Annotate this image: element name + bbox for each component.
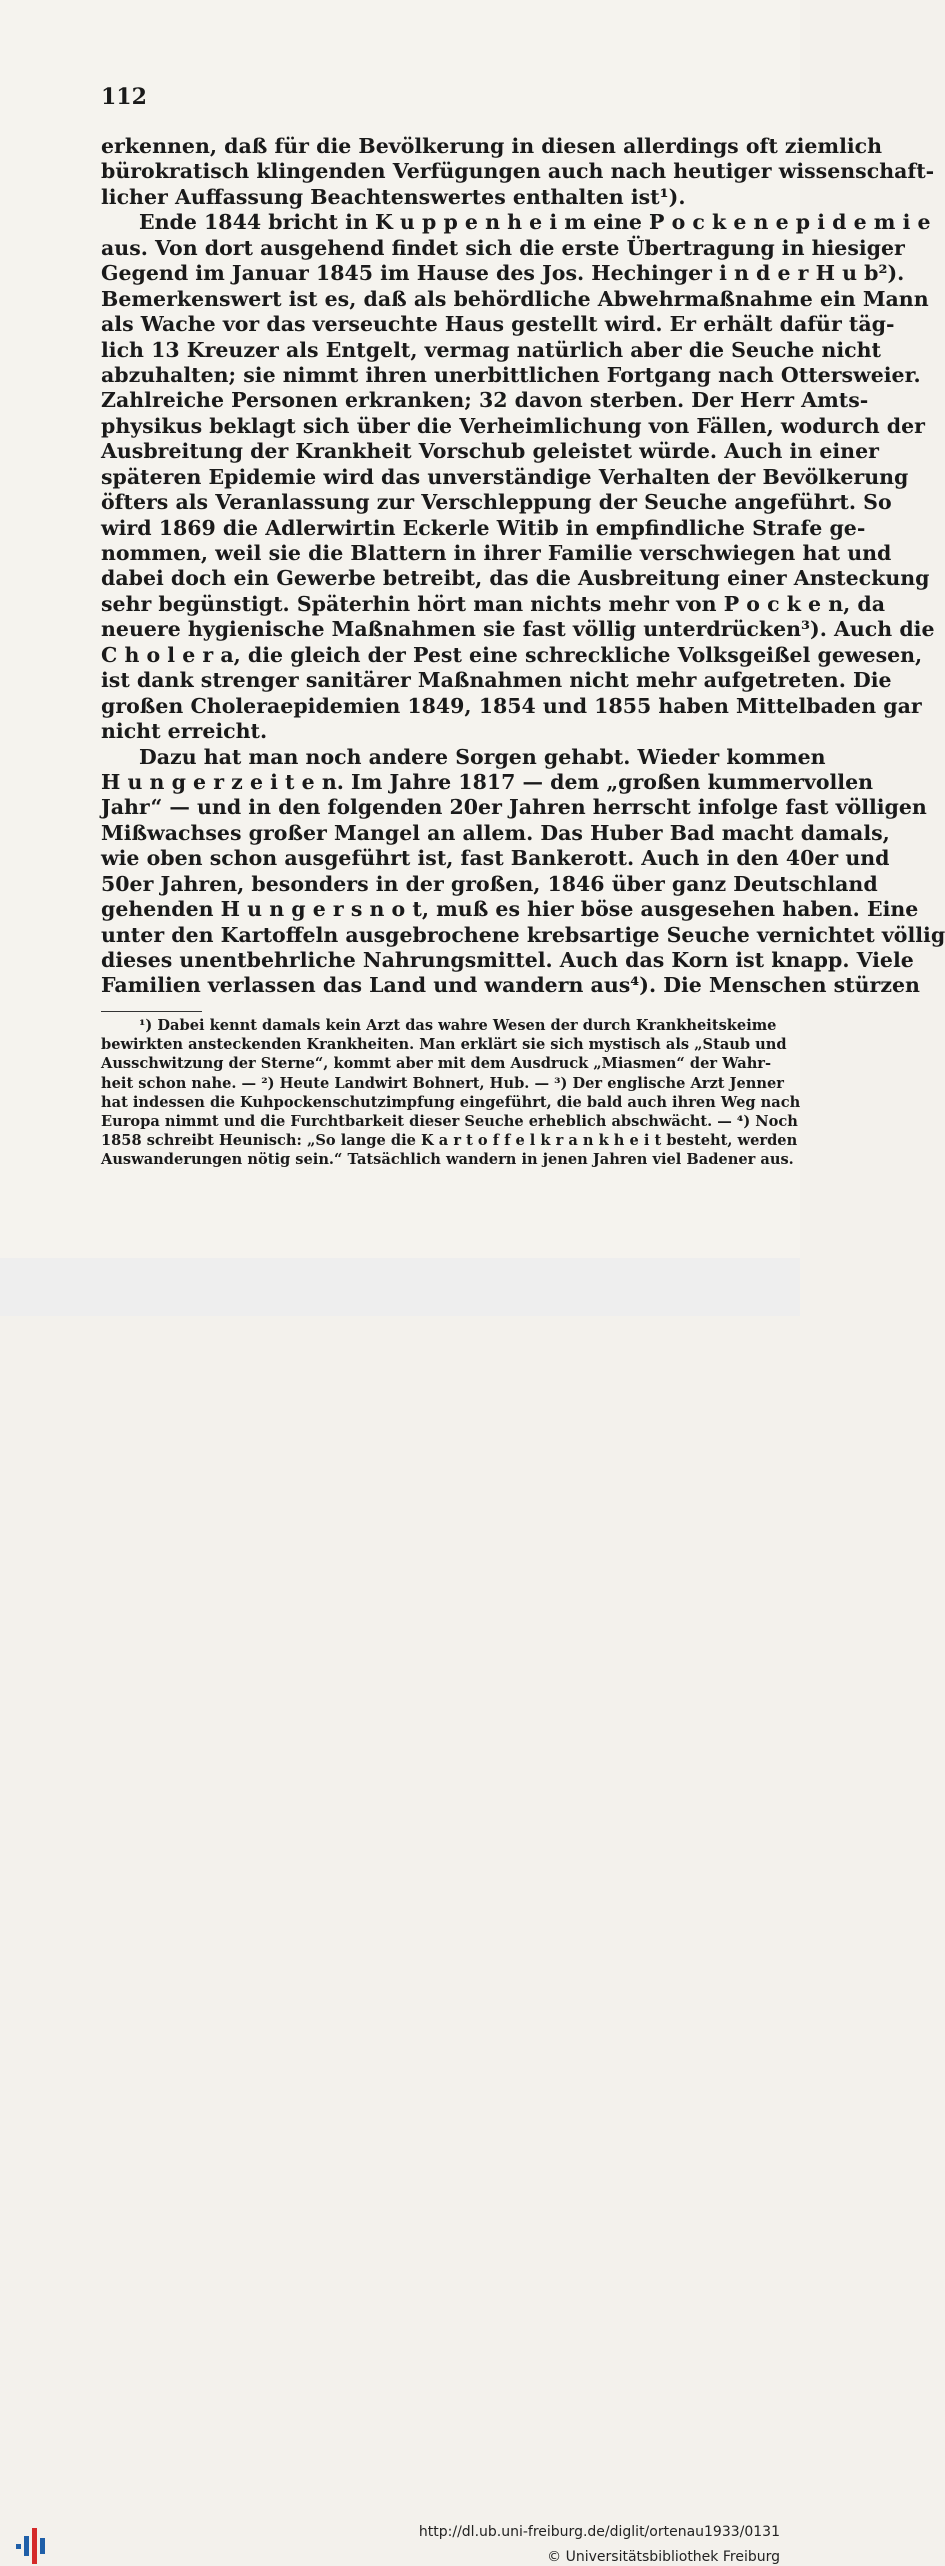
- text-line: sehr begünstigt. Späterhin hört man nichts mehr von P o c k e n, da: [101, 591, 886, 616]
- text-line: Gegend im Januar 1845 im Hause des Jos. Hechinger i n d e r H u b²).: [101, 261, 905, 286]
- text-line: wird 1869 die Adlerwirtin Eckerle Witib in empfindliche Strafe ge-: [101, 515, 866, 540]
- library-logo-icon: [14, 2526, 50, 2566]
- text-line: abzuhalten; sie nimmt ihren unerbittlichen Fortgang nach Ottersweier.: [101, 362, 921, 387]
- text-line: Jahr“ — und in den folgenden 20er Jahren herrscht infolge fast völligen: [101, 795, 927, 820]
- text-line: neuere hygienische Maßnahmen sie fast völlig unterdrücken³). Auch die: [101, 617, 935, 642]
- text-line: C h o l e r a, die gleich der Pest eine schreckliche Volksgeißel gewesen,: [101, 642, 923, 667]
- text-line: Bemerkenswert ist es, daß als behördliche Abwehrmaßnahme ein Mann: [101, 286, 929, 311]
- text-line: öfters als Veranlassung zur Verschleppung der Seuche angeführt. So: [101, 490, 892, 515]
- text-line: H u n g e r z e i t e n. Im Jahre 1817 — dem „großen kummervollen: [101, 769, 874, 794]
- footnote-line: bewirkten ansteckenden Krankheiten. Man erklärt sie sich mystisch als „Staub und: [101, 1036, 787, 1054]
- footnote-line: Ausschwitzung der Sterne“, kommt aber mit dem Ausdruck „Miasmen“ der Wahr-: [101, 1055, 772, 1073]
- text-line: Ausbreitung der Krankheit Vorschub geleistet würde. Auch in einer: [101, 439, 879, 464]
- text-line: 50er Jahren, besonders in der großen, 1846 über ganz Deutschland: [101, 871, 878, 896]
- text-line: erkennen, daß für die Bevölkerung in diesen allerdings oft ziemlich: [101, 134, 883, 158]
- footer-bar: [0, 1258, 800, 2565]
- text-line: dabei doch ein Gewerbe betreibt, das die Ausbreitung einer Ansteckung: [101, 566, 930, 591]
- footnote-line: Europa nimmt und die Furchtbarkeit dieser Seuche erheblich abschwächt. — ⁴) Noch: [101, 1112, 798, 1130]
- copyright-notice: © Universitätsbibliothek Freiburg: [547, 2549, 780, 2565]
- text-line: physikus beklagt sich über die Verheimlichung von Fällen, wodurch der: [101, 413, 925, 438]
- footnote-line: hat indessen die Kuhpockenschutzimpfung eingeführt, die bald auch ihren Weg nach: [101, 1093, 801, 1111]
- footnote-divider: [101, 1011, 202, 1012]
- text-line: als Wache vor das verseuchte Haus gestellt wird. Er erhält dafür täg-: [101, 312, 895, 337]
- text-line: Familien verlassen das Land und wandern aus⁴). Die Menschen stürzen: [101, 973, 920, 998]
- text-line: Dazu hat man noch andere Sorgen gehabt. Wieder kommen: [139, 744, 826, 769]
- text-line: Zahlreiche Personen erkranken; 32 davon sterben. Der Herr Amts-: [101, 388, 869, 413]
- text-line: gehenden H u n g e r s n o t, muß es hier böse ausgesehen haben. Eine: [101, 897, 919, 922]
- footnote-line: heit schon nahe. — ²) Heute Landwirt Bohnert, Hub. — ³) Der englische Arzt Jenner: [101, 1074, 784, 1092]
- text-line: großen Choleraepidemien 1849, 1854 und 1855 haben Mittelbaden gar: [101, 693, 922, 718]
- text-line: Mißwachses großer Mangel an allem. Das Huber Bad macht damals,: [101, 820, 890, 845]
- text-line: dieses unentbehrliche Nahrungsmittel. Auch das Korn ist knapp. Viele: [101, 948, 914, 972]
- text-line: wie oben schon ausgeführt ist, fast Bankerott. Auch in den 40er und: [101, 846, 890, 871]
- footnote-line: ¹) Dabei kennt damals kein Arzt das wahre Wesen der durch Krankheitskeime: [139, 1017, 777, 1034]
- book-page: [0, 0, 945, 1258]
- text-line: aus. Von dort ausgehend findet sich die erste Übertragung in hiesiger: [101, 235, 905, 260]
- text-line: ist dank strenger sanitärer Maßnahmen nicht mehr aufgetreten. Die: [101, 668, 892, 693]
- text-line: unter den Kartoffeln ausgebrochene krebsartige Seuche vernichtet völlig: [101, 922, 945, 947]
- main-text: [101, 134, 945, 999]
- text-line: späteren Epidemie wird das unverständige Verhalten der Bevölkerung: [101, 464, 909, 489]
- footnote-line: 1858 schreibt Heunisch: „So lange die K a r t o f f e l k r a n k h e i t besteht, werden: [101, 1132, 798, 1150]
- text-line: lich 13 Kreuzer als Entgelt, vermag natürlich aber die Seuche nicht: [101, 337, 882, 362]
- page-number: 112: [101, 84, 147, 110]
- text-line: licher Auffassung Beachtenswertes enthalten ist¹).: [101, 184, 686, 209]
- footnote-line: Auswanderungen nötig sein.“ Tatsächlich wandern in jenen Jahren viel Badener aus.: [101, 1151, 794, 1169]
- permalink-url[interactable]: http://dl.ub.uni-freiburg.de/diglit/ortenau1933/0131: [418, 2524, 780, 2540]
- text-line: nommen, weil sie die Blattern in ihrer Familie verschwiegen hat und: [101, 541, 892, 565]
- text-line: bürokratisch klingenden Verfügungen auch nach heutiger wissenschaft-: [101, 159, 935, 184]
- text-line: nicht erreicht.: [101, 719, 268, 744]
- footnotes: [101, 1016, 801, 1170]
- text-line: Ende 1844 bricht in K u p p e n h e i m eine P o c k e n e p i d e m i e: [139, 210, 931, 235]
